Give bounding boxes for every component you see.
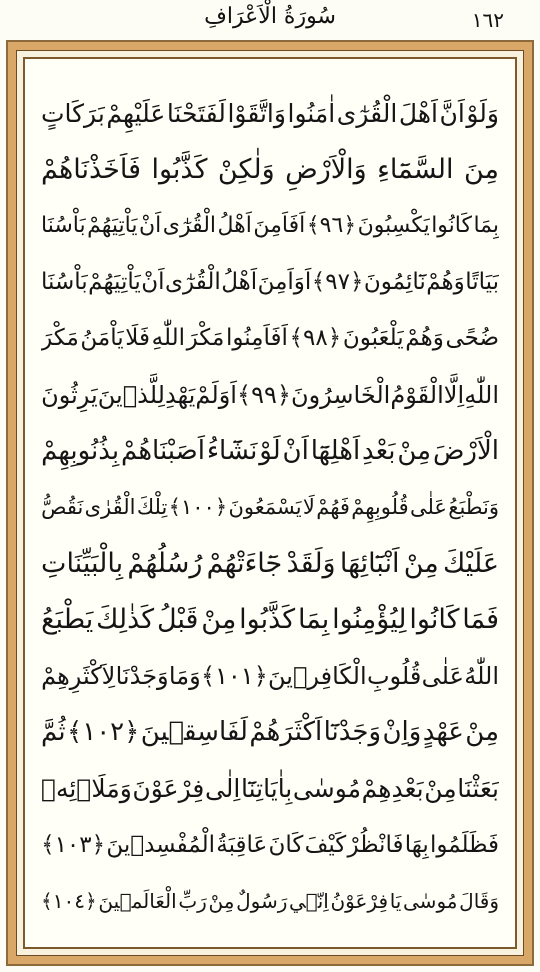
verse-word: وَالْاَرْضِ: [285, 153, 367, 185]
page-number: ١٦٢: [471, 8, 504, 32]
verse-word: بَرَكَاتٍ: [41, 98, 105, 128]
verse-word: مِنْ: [403, 548, 439, 580]
verse-word: السَّمَٓاءِ: [377, 153, 454, 185]
verse-word: بِهَا: [404, 832, 429, 858]
page-header: [0, 0, 540, 38]
verse-word: مِنْ: [465, 717, 499, 748]
verse-word: فَاَخَذْنَاهُمْ: [41, 153, 141, 185]
verse-word: عَاقِبَةُ: [216, 832, 268, 858]
verse-word: الْقُرٰى: [84, 495, 136, 520]
verse-word: اللّٰهِ: [464, 380, 499, 409]
verse-line-2: [41, 141, 499, 197]
verse-word: ﴿٩٧﴾: [311, 269, 364, 296]
verse-line-8: [41, 479, 499, 535]
verse-word: ﴿٩٨﴾: [289, 325, 342, 352]
verse-word: يَا: [389, 889, 402, 914]
verse-word: مِنْ: [397, 435, 432, 466]
verse-word: كَذَّبُوا: [239, 604, 296, 636]
verse-word: ﴿٩٩﴾: [237, 380, 291, 409]
verse-word: نَشَٓاءُ: [206, 435, 258, 466]
verse-word: فِرْعَوْنُ: [330, 889, 389, 914]
verse-word: عَلَيْكَ: [443, 548, 499, 580]
verse-word: وَجَدْنَٓا: [323, 717, 382, 748]
verse-word: قُلُوبِهِمْ: [351, 495, 409, 520]
verse-word: يَرِثُونَ: [41, 380, 98, 409]
verse-word: وَمَلَا۬ئِه۪: [41, 774, 132, 804]
verse-word: اللّٰهُ: [464, 662, 499, 691]
verse-word: الْكَافِر۪ينَ: [268, 662, 367, 691]
verse-word: نَٓائِمُونَ: [363, 269, 426, 296]
verse-word: اَكْثَرَهُمْ: [249, 717, 323, 748]
verse-word: بِاٰيَاتِنَٓا: [241, 774, 293, 804]
verse-word: وَنَطْبَعُ: [448, 495, 499, 520]
page-frame-middle: [16, 50, 524, 956]
verse-word: اَهْلَ: [398, 98, 438, 128]
verse-word: نَقُصُّ: [41, 495, 84, 520]
verse-word: مِنْ: [201, 604, 237, 636]
verse-word: وَهُمْ: [426, 269, 465, 296]
quran-text-area: [41, 85, 499, 927]
verse-word: اِلَّا: [443, 380, 465, 409]
verse-word: وَجَدْنَا: [115, 662, 169, 691]
verse-word: رَبِّ: [178, 889, 207, 914]
verse-word: مِنْ: [424, 774, 457, 804]
verse-word: وَلَوْ: [466, 98, 499, 128]
verse-word: وَلٰكِنْ: [217, 153, 275, 185]
verse-word: اَوَاَمِنَ: [257, 269, 312, 296]
verse-word: عَلَيْهِمْ: [106, 98, 166, 128]
verse-line-7: [41, 423, 499, 479]
verse-word: يَسْمَعُونَ: [228, 495, 302, 520]
verse-word: كَذٰلِكَ: [96, 604, 155, 636]
verse-word: فَظَلَمُوا: [429, 832, 499, 858]
verse-line-14: [41, 817, 499, 873]
verse-word: اَفَاَمِنُوا: [225, 325, 288, 352]
verse-word: ضُحًى: [445, 325, 499, 352]
verse-word: لَوْ: [259, 435, 281, 466]
verse-word: بَاْسُنَا: [41, 269, 88, 296]
verse-word: ﴿٩٦﴾: [306, 213, 357, 239]
verse-word: كَانُوا: [409, 604, 460, 636]
verse-word: فِرْعَوْنَ: [132, 774, 205, 804]
verse-word: اٰمَنُوا: [287, 98, 336, 128]
verse-word: مُوسٰى: [292, 774, 361, 804]
verse-word: بِمَا: [297, 604, 330, 636]
verse-word: لِلَّذ۪ينَ: [97, 380, 165, 409]
verse-word: اَنْ: [282, 435, 309, 466]
verse-word: بَعْدِهِمْ: [361, 774, 424, 804]
verse-word: ﴿١٠٣﴾: [41, 832, 106, 858]
verse-word: يَلْعَبُونَ: [342, 325, 404, 352]
verse-word: لِيُؤْمِنُوا: [332, 604, 407, 636]
verse-line-3: [41, 198, 499, 254]
verse-word: وَاِنْ: [382, 717, 422, 748]
verse-line-1: [41, 85, 499, 141]
verse-word: اَهْلُ: [221, 269, 258, 296]
verse-word: فَانْظُرْ: [347, 832, 404, 858]
verse-word: لَا: [302, 495, 315, 520]
verse-word: يَهْدِ: [165, 380, 196, 409]
verse-word: الْقُرٰٓى: [165, 269, 221, 296]
verse-word: اَفَاَمِنَ: [253, 213, 306, 239]
verse-word: كَذَّبُوا: [151, 153, 208, 185]
verse-word: اَوَلَمْ: [195, 380, 237, 409]
verse-word: فَهُمْ: [316, 495, 350, 520]
verse-word: الْمُفْسِد۪ينَ: [106, 832, 215, 858]
verse-word: لَفَاسِق۪ينَ: [140, 717, 248, 748]
verse-word: مِنْ: [208, 889, 235, 914]
verse-word: الْقُرٰٓى: [336, 98, 398, 128]
verse-word: اِنّ۪ي: [289, 889, 329, 914]
verse-word: الْخَاسِرُونَ: [290, 380, 391, 409]
verse-word: مَكْرَ: [41, 325, 79, 352]
verse-word: اَنَّ: [439, 98, 465, 128]
verse-word: يَاْمَنُ: [80, 325, 124, 352]
verse-word: لَفَتَحْنَا: [166, 98, 226, 128]
verse-word: الْقَوْمُ: [390, 380, 444, 409]
verse-word: مِنَ: [463, 153, 499, 185]
verse-word: اِلٰى: [204, 774, 241, 804]
verse-word: اَهْلِهَٓا: [310, 435, 361, 466]
verse-word: الْقُرٰٓى: [162, 213, 217, 239]
verse-word: مَكْرَ: [186, 325, 225, 352]
verse-line-6: [41, 366, 499, 422]
verse-word: وَقَالَ: [459, 889, 499, 914]
verse-word: بَعَثْنَا: [457, 774, 499, 804]
verse-word: وَمَا: [168, 662, 201, 691]
verse-line-13: [41, 761, 499, 817]
verse-word: مُوسٰى: [403, 889, 458, 914]
verse-word: ﴿١٠١﴾: [200, 662, 268, 691]
page-frame-outer: [6, 40, 534, 966]
verse-line-15: [41, 873, 499, 929]
verse-word: اَنْبَٓائِهَا: [339, 548, 400, 580]
verse-word: عَلٰى: [421, 662, 464, 691]
verse-line-9: [41, 535, 499, 591]
verse-word: اللّٰهِ: [151, 325, 185, 352]
verse-line-12: [41, 704, 499, 760]
verse-word: رَسُولٌ: [236, 889, 288, 914]
page-frame-inner: [23, 57, 517, 949]
verse-word: قَبْلُ: [156, 604, 199, 636]
verse-line-4: [41, 254, 499, 310]
verse-word: قُلُوبِ: [366, 662, 422, 691]
verse-word: بَعْدِ: [362, 435, 396, 466]
verse-word: كَانَ: [268, 832, 304, 858]
verse-word: وَاتَّقَوْا: [227, 98, 286, 128]
verse-word: الْاَرْضَ: [432, 435, 499, 466]
verse-word: بَاْسُنَا: [41, 213, 86, 239]
verse-word: اَهْلُ: [217, 213, 252, 239]
verse-word: وَهُمْ: [405, 325, 444, 352]
verse-word: يَطْبَعُ: [41, 604, 94, 636]
surah-title: سُورَةُ الْاَعْرَافِ: [204, 4, 336, 29]
verse-word: وَلَقَدْ: [286, 548, 336, 580]
verse-word: فَلَا: [125, 325, 151, 352]
verse-word: يَاْتِيَهُمْ: [87, 213, 138, 239]
verse-line-5: [41, 310, 499, 366]
verse-word: الْعَالَم۪ينَ: [98, 889, 177, 914]
verse-word: ﴿١٠٢﴾: [67, 717, 140, 748]
verse-word: جَٓاءَتْهُمْ: [206, 548, 283, 580]
verse-word: يَكْسِبُونَ: [357, 213, 430, 239]
verse-word: اَصَبْنَاهُمْ: [121, 435, 205, 466]
verse-word: يَاْتِيَهُمْ: [88, 269, 141, 296]
verse-word: فَمَا: [462, 604, 499, 636]
verse-word: كَانُوا: [431, 213, 472, 239]
verse-word: بِالْبَيِّنَاتِ: [41, 548, 124, 580]
verse-word: اَنْ: [141, 269, 165, 296]
verse-word: بِذُنُوبِهِمْ: [41, 435, 120, 466]
verse-word: عَلٰى: [409, 495, 447, 520]
verse-word: رُسُلُهُمْ: [127, 548, 203, 580]
verse-word: ثُمَّ: [41, 717, 66, 748]
verse-word: لِاَكْثَرِهِمْ: [41, 662, 116, 691]
verse-line-11: [41, 648, 499, 704]
verse-word: تِلْكَ: [136, 495, 168, 520]
verse-word: بَيَاتًا: [465, 269, 499, 296]
verse-word: ﴿١٠٠﴾: [168, 495, 228, 520]
verse-word: اَنْ: [138, 213, 162, 239]
verse-word: ﴿١٠٤﴾: [41, 889, 97, 914]
verse-line-10: [41, 592, 499, 648]
verse-word: كَيْفَ: [304, 832, 347, 858]
verse-word: عَهْدٍ: [422, 717, 464, 748]
verse-word: بِمَا: [473, 213, 499, 239]
